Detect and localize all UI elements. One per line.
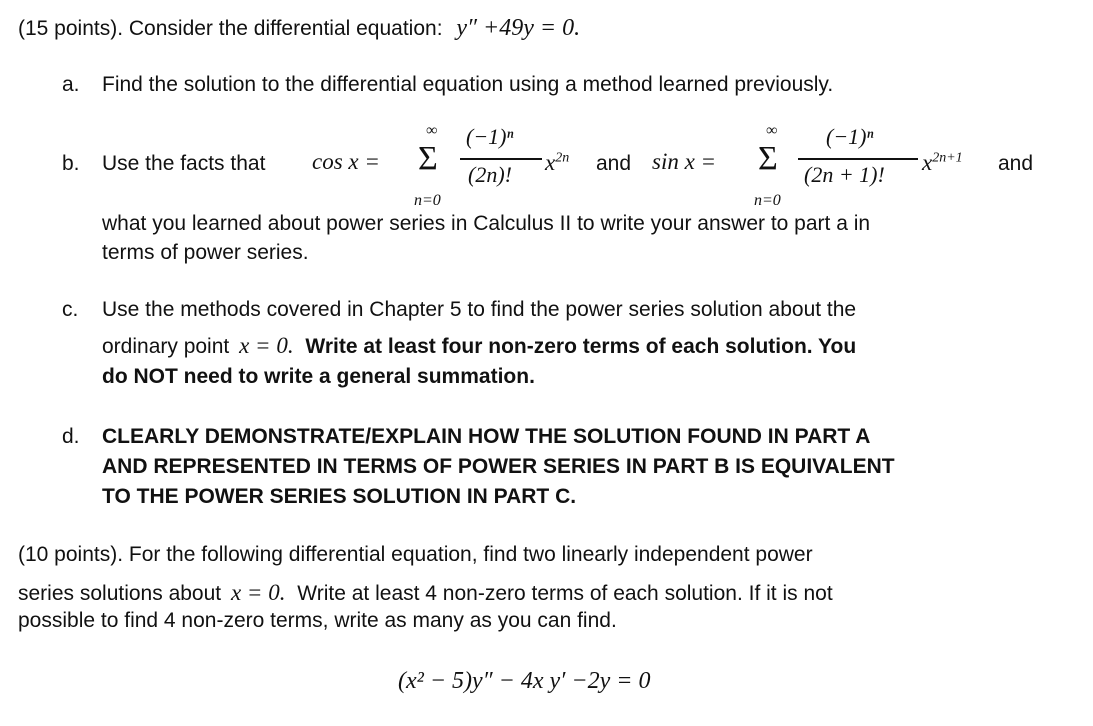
part-b-label: b. (62, 152, 80, 175)
part-c-line-2-bold: Write at least four non-zero terms of each solution. You (305, 335, 857, 358)
and-word-2: and (998, 152, 1034, 175)
problem-2-line-1: (10 points). For the following differential equation, find two linearly independent power (18, 543, 813, 566)
problem-2-line-2b: Write at least 4 non-zero terms of each solution. If it is not (297, 582, 833, 605)
cos-sum-symbol: Σ (418, 140, 438, 177)
part-b-line-2: what you learned about power series in Calculus II to write your answer to part a in (102, 212, 871, 235)
part-c-line-2 (102, 333, 856, 359)
sin-sum-symbol: Σ (758, 140, 778, 177)
cos-sum-lower: n=0 (414, 192, 441, 209)
cos-lhs: cos x = (312, 149, 380, 174)
problem-2-equation: (x² − 5)y″ − 4x y′ −2y = 0 (398, 668, 651, 694)
part-b-lead: Use the facts that (102, 152, 266, 175)
sin-power (922, 150, 963, 176)
sin-power-exponent: 2n+1 (932, 150, 963, 166)
cos-sum-upper: ∞ (426, 122, 438, 139)
part-d-line-3: TO THE POWER SERIES SOLUTION IN PART C. (102, 485, 577, 508)
part-d-label: d. (62, 425, 80, 448)
problem-1-intro (18, 15, 580, 42)
part-c-line-1: Use the methods covered in Chapter 5 to find the power series solution about the (102, 298, 857, 321)
part-c-label: c. (62, 298, 79, 321)
cos-numerator: (−1)ⁿ (466, 124, 514, 149)
cos-power-base: x (545, 150, 556, 175)
problem-1-intro-text: (15 points). Consider the differential equation: (18, 17, 443, 40)
part-d-line-2: AND REPRESENTED IN TERMS OF POWER SERIES IN PART B IS EQUIVALENT (102, 455, 895, 478)
problem-2-line-2a: series solutions about (18, 582, 222, 605)
part-a-label: a. (62, 73, 80, 96)
sin-fraction-bar (798, 158, 918, 160)
sin-denominator: (2n + 1)! (804, 162, 885, 187)
cos-power-exponent: 2n (555, 150, 570, 166)
cos-power (545, 150, 569, 176)
part-b-line-3: terms of power series. (102, 241, 309, 264)
sin-power-base: x (922, 150, 933, 175)
problem-2-line-3: possible to find 4 non-zero terms, write as many as you can find. (18, 609, 617, 632)
part-c-point: x = 0. (239, 333, 294, 358)
problem-2-point: x = 0. (230, 580, 286, 605)
problem-2-line-2 (18, 580, 833, 606)
sin-lhs: sin x = (652, 149, 717, 174)
and-word-1: and (596, 152, 632, 175)
part-d-line-1: CLEARLY DEMONSTRATE/EXPLAIN HOW THE SOLUTION FOUND IN PART A (102, 425, 871, 448)
sin-numerator: (−1)ⁿ (826, 124, 874, 149)
part-a-text: Find the solution to the differential equation using a method learned previously. (102, 73, 834, 96)
cos-fraction-bar (460, 158, 542, 160)
part-c-line-2-plain: ordinary point (102, 335, 230, 358)
cos-denominator: (2n)! (468, 162, 512, 187)
problem-1-equation: y″ +49y = 0. (456, 15, 581, 41)
sin-sum-lower: n=0 (754, 192, 781, 209)
sin-sum-upper: ∞ (766, 122, 778, 139)
part-c-line-3: do NOT need to write a general summation. (102, 365, 535, 388)
